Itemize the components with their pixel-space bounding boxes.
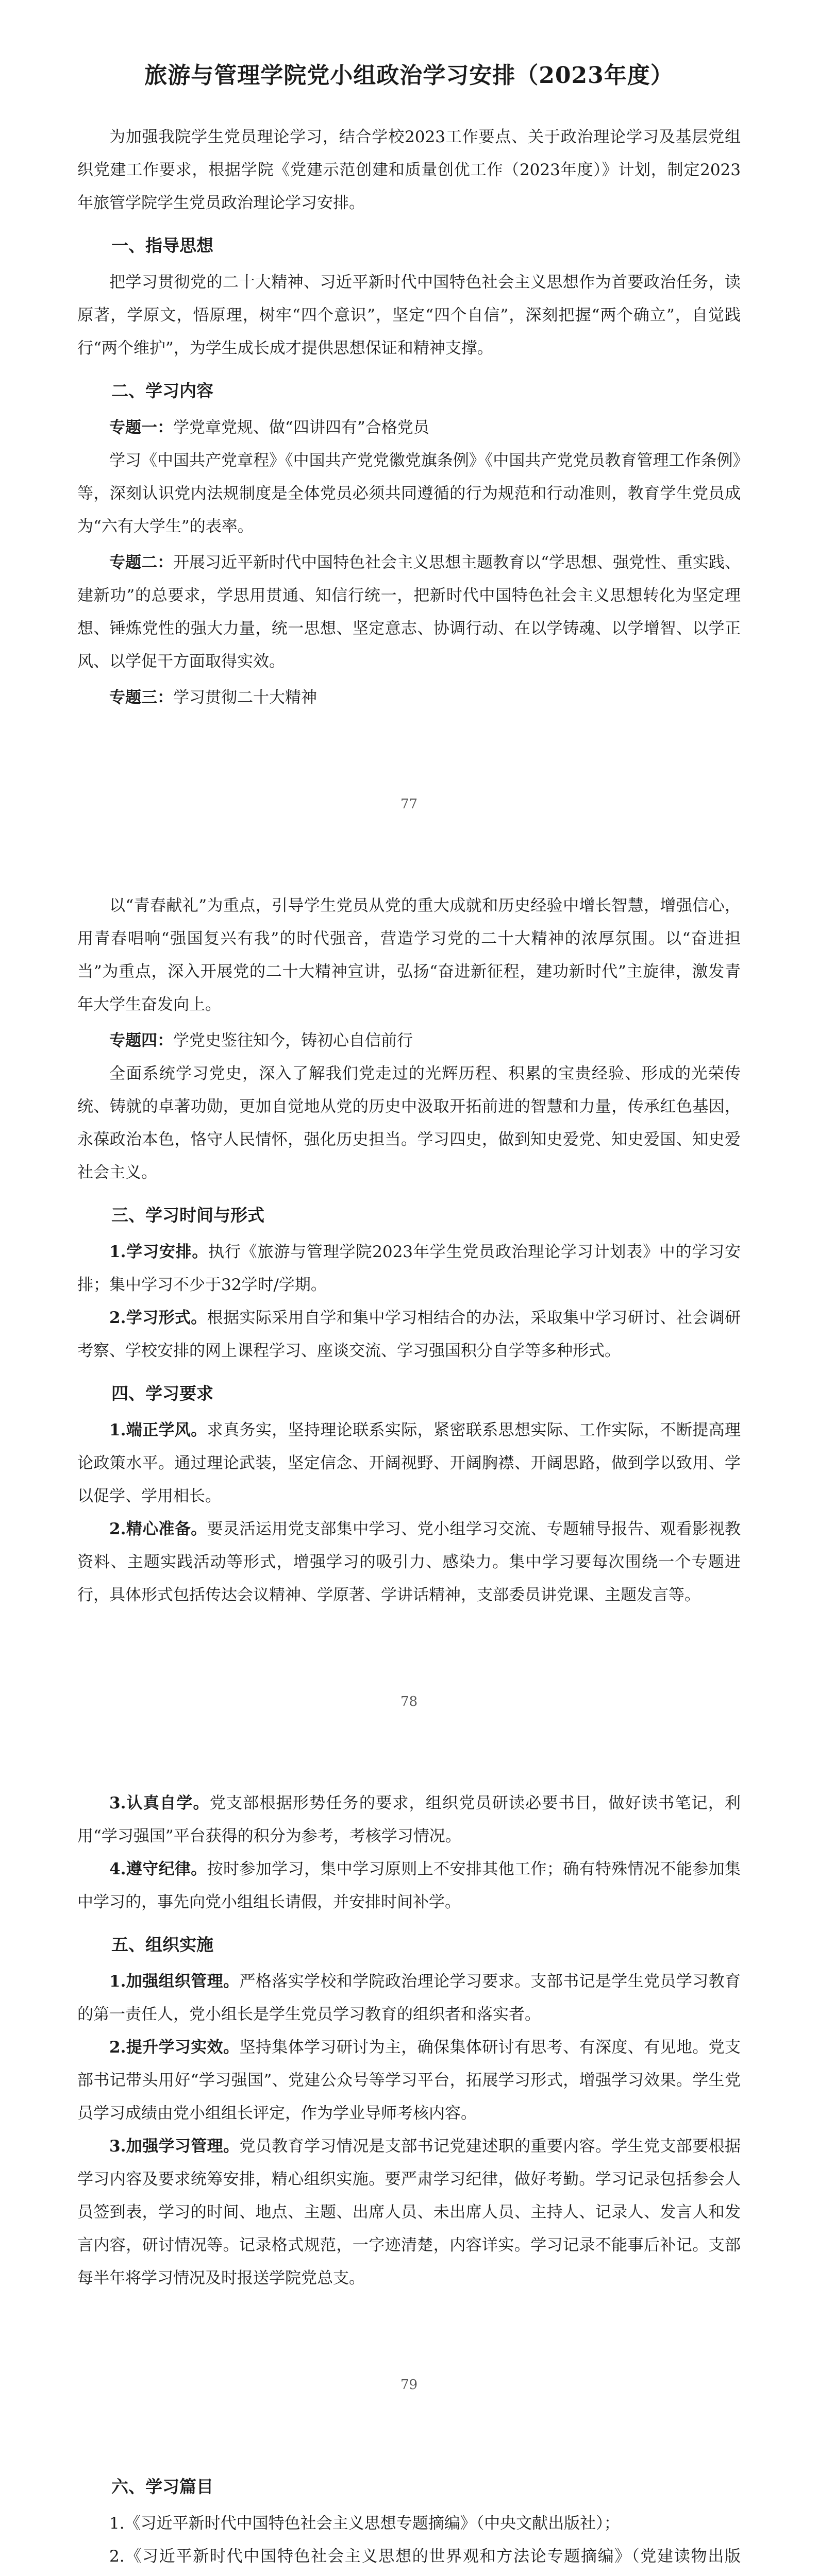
reading-list-item: 2.《习近平新时代中国特色社会主义思想的世界观和方法论专题摘编》（党建读物出版	[109, 2547, 741, 2566]
requirement-1-body: 求真务实，坚持理论联系实际，紧密联系思想实际、工作实际，不断提高理论政策水平。通过理论武装，坚定信念、开阔视野、开阔胸襟、开阔思路，做到学以致用、学以促学、学用相长。	[77, 1421, 741, 1505]
requirement-4-paragraph	[77, 1853, 741, 1919]
requirement-2-body: 要灵活运用党支部集中学习、党小组学习交流、专题辅导报告、观看影视教资料、主题实践活动等形式，增强学习的吸引力、感染力。集中学习要每次围绕一个专题进行，具体形式包括传达会议精神、学原著、学讲话精神，支部委员讲党课、主题发言等。	[77, 1520, 741, 1604]
topic-3-label: 专题三：	[109, 688, 173, 707]
document-title: 旅游与管理学院党小组政治学习安排（2023年度）	[144, 62, 674, 89]
requirement-1-label: 1.端正学风。	[109, 1421, 207, 1439]
intro-paragraph: 为加强我院学生党员理论学习，结合学校2023工作要点、关于政治理论学习及基层党组织党建工作要求，根据学院《党建示范创建和质量创优工作（2023年度）》计划，制定2023年旅管学院学生党员政治理论学习安排。	[77, 128, 741, 212]
requirement-4-body: 按时参加学习，集中学习原则上不安排其他工作；确有特殊情况不能参加集中学习的，事先向党小组组长请假，并安排时间补学。	[77, 1860, 741, 1911]
implementation-1-paragraph	[77, 1965, 741, 2031]
topic-1-heading	[77, 411, 741, 444]
implementation-2-body: 坚持集体学习研讨为主，确保集体研讨有思考、有深度、有见地。党支部书记带头用好“学习强国”、党建公众号等学习平台，拓展学习形式，增强学习效果。学生党员学习成绩由党小组组长评定，作为学业导师考核内容。	[77, 2038, 741, 2123]
reading-list	[77, 2507, 741, 2576]
requirement-1-paragraph	[77, 1414, 741, 1513]
topic-1-paragraph: 学习《中国共产党章程》《中国共产党党徽党旗条例》《中国共产党党员教育管理工作条例》等，深刻认识党内法规制度是全体党员必须共同遵循的行为规范和行动准则，教育学生党员成为“六有大学生”的表率。	[77, 451, 741, 536]
study-arrangement-paragraph	[77, 1235, 741, 1301]
section-heading-study-content: 二、学习内容	[111, 381, 213, 401]
topic-2-body: 开展习近平新时代中国特色社会主义思想主题教育以“学思想、强党性、重实践、建新功”的总要求，学思用贯通、知信行统一，把新时代中国特色社会主义思想转化为坚定理想、锤炼党性的强大力量，统一思想、坚定意志、协调行动、在以学铸魂、以学增智、以学正风、以学促干方面取得实效。	[77, 553, 741, 671]
topic-4-title: 学党史鉴往知今，铸初心自信前行	[173, 1031, 413, 1050]
study-form-body: 根据实际采用自学和集中学习相结合的办法，采取集中学习研讨、社会调研考察、学校安排的网上课程学习、座谈交流、学习强国积分自学等多种形式。	[77, 1309, 741, 1360]
implementation-1-label: 1.加强组织管理。	[109, 1972, 240, 1991]
topic-2-label: 专题二：	[109, 553, 174, 572]
reading-list-item: 1.《习近平新时代中国特色社会主义思想专题摘编》（中央文献出版社）；	[109, 2514, 620, 2533]
implementation-3-label: 3.加强学习管理。	[109, 2137, 240, 2156]
implementation-2-paragraph	[77, 2031, 741, 2130]
topic-3-heading	[77, 681, 741, 714]
implementation-2-label: 2.提升学习实效。	[109, 2038, 240, 2057]
requirement-3-body: 党支部根据形势任务的要求，组织党员研读必要书目，做好读书笔记，利用“学习强国”平台获得的积分为参考，考核学习情况。	[77, 1794, 741, 1845]
guiding-ideology-paragraph: 把学习贯彻党的二十大精神、习近平新时代中国特色社会主义思想作为首要政治任务，读原著，学原文，悟原理，树牢“四个意识”，坚定“四个自信”，深刻把握“两个确立”，自觉践行“两个维护”，为学生成长成才提供思想保证和精神支撑。	[77, 273, 741, 358]
requirement-3-paragraph	[77, 1787, 741, 1853]
topic-3-title: 学习贯彻二十大精神	[173, 688, 317, 707]
requirement-3-label: 3.认真自学。	[109, 1794, 210, 1812]
implementation-1-body: 严格落实学校和学院政治理论学习要求。支部书记是学生党员学习教育的第一责任人，党小组长是学生党员学习教育的组织者和落实者。	[77, 1972, 741, 2024]
topic-3-paragraph: 以“青春献礼”为重点，引导学生党员从党的重大成就和历史经验中增长智慧，增强信心，用青春唱响“强国复兴有我”的时代强音，营造学习党的二十大精神的浓厚氛围。以“奋进担当”为重点，深入开展党的二十大精神宣讲，弘扬“奋进新征程，建功新时代”主旋律，激发青年大学生奋发向上。	[77, 896, 741, 1014]
requirement-2-label: 2.精心准备。	[109, 1520, 207, 1538]
section-heading-requirements: 四、学习要求	[111, 1383, 213, 1403]
requirement-2-paragraph	[77, 1513, 741, 1612]
study-form-label: 2.学习形式。	[109, 1309, 207, 1327]
page-number: 79	[400, 2377, 418, 2393]
requirement-4-label: 4.遵守纪律。	[109, 1860, 207, 1878]
study-arrangement-body: 执行《旅游与管理学院2023年学生党员政治理论学习计划表》中的学习安排；集中学习不少于32学时/学期。	[77, 1243, 741, 1294]
page-number: 77	[400, 796, 418, 812]
study-arrangement-label: 1.学习安排。	[109, 1243, 209, 1261]
implementation-3-body: 党员教育学习情况是支部书记党建述职的重要内容。学生党支部要根据学习内容及要求统筹安排，精心组织实施。要严肃学习纪律，做好考勤。学习记录包括参会人员签到表，学习的时间、地点、主题、出席人员、未出席人员、主持人、记录人、发言人和发言内容，研讨情况等。记录格式规范，一字迹清楚，内容详实。学习记录不能事后补记。支部每半年将学习情况及时报送学院党总支。	[77, 2137, 741, 2287]
section-heading-implementation: 五、组织实施	[111, 1935, 213, 1955]
topic-1-title: 学党章党规、做“四讲四有”合格党员	[173, 418, 429, 437]
topic-4-heading	[77, 1024, 741, 1057]
study-form-paragraph	[77, 1301, 741, 1367]
implementation-3-paragraph	[77, 2130, 741, 2295]
topic-1-label: 专题一：	[109, 418, 173, 437]
topic-2-paragraph	[77, 546, 741, 678]
topic-4-label: 专题四：	[109, 1031, 173, 1050]
page-number: 78	[400, 1694, 418, 1709]
section-heading-time-and-form: 三、学习时间与形式	[111, 1205, 264, 1225]
section-heading-guiding-ideology: 一、指导思想	[111, 235, 213, 256]
section-heading-reading-list: 六、学习篇目	[111, 2477, 213, 2497]
topic-4-paragraph: 全面系统学习党史，深入了解我们党走过的光辉历程、积累的宝贵经验、形成的光荣传统、铸就的卓著功勋，更加自觉地从党的历史中汲取开拓前进的智慧和力量，传承红色基因，永葆政治本色，恪守人民情怀，强化历史担当。学习四史，做到知史爱党、知史爱国、知史爱社会主义。	[77, 1064, 741, 1182]
